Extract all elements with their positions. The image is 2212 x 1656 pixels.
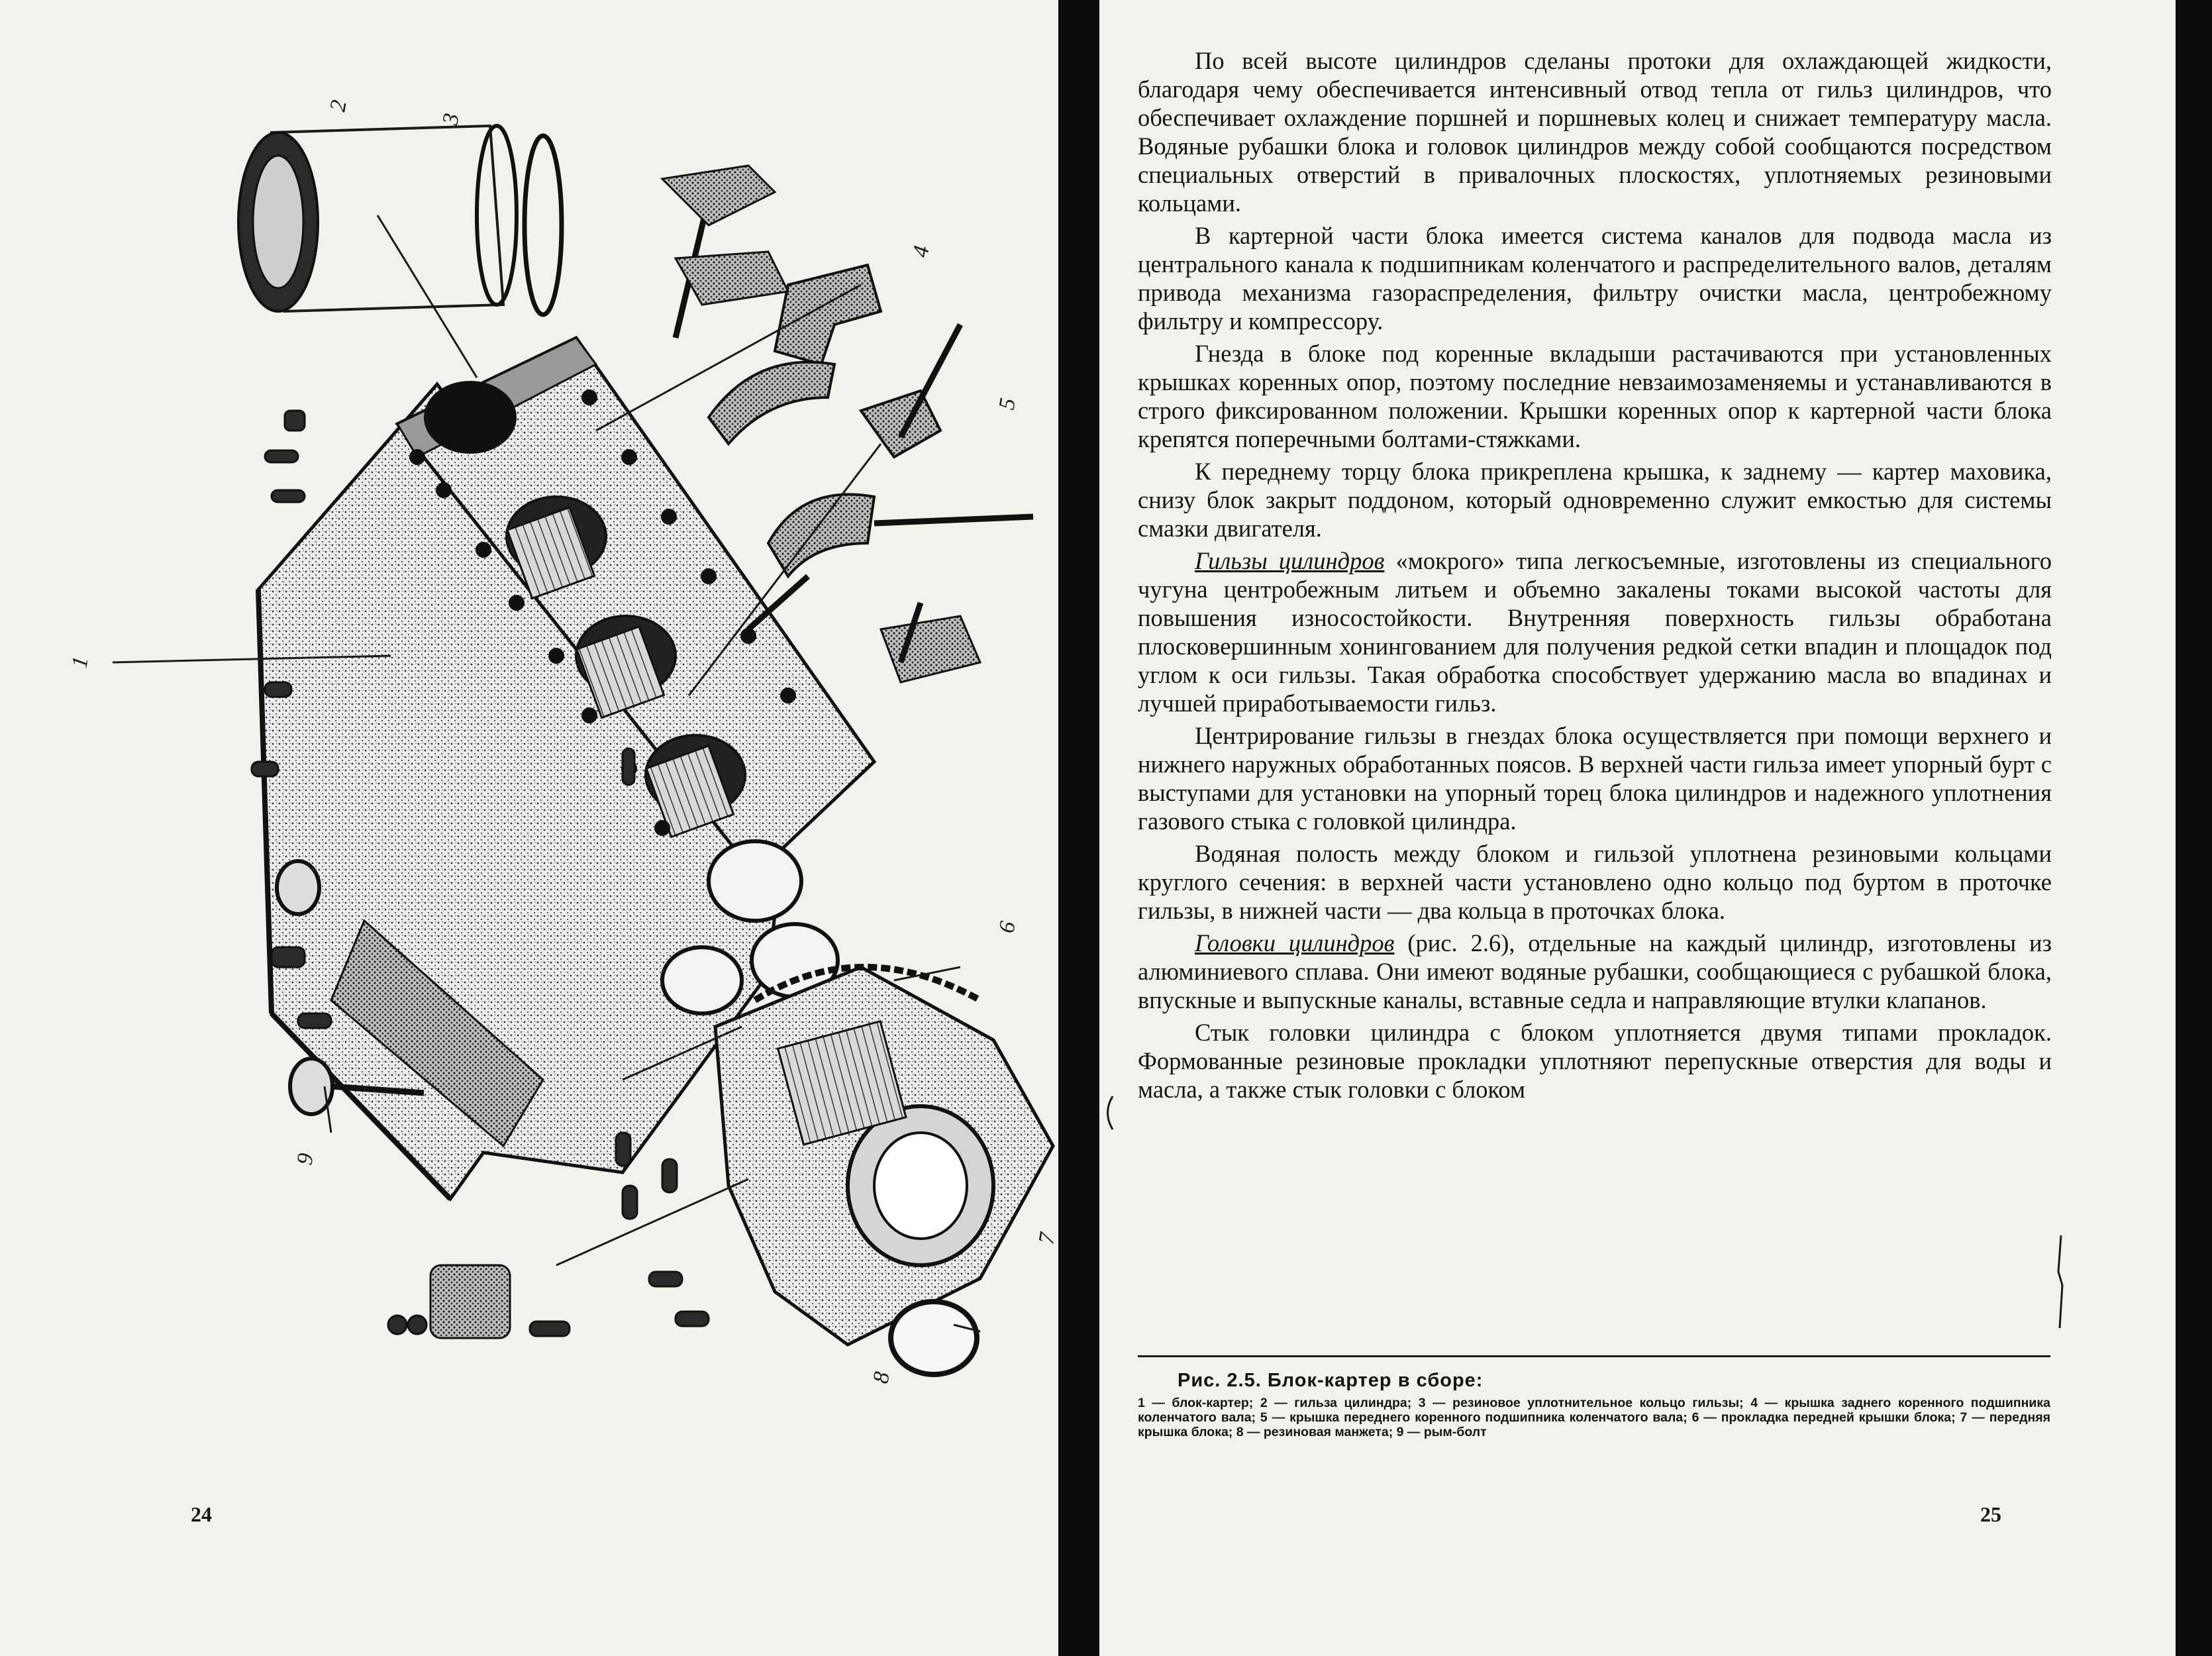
callout-6: 6 xyxy=(994,919,1021,935)
margin-pen-mark xyxy=(2053,1232,2073,1331)
left-page xyxy=(0,0,1058,1656)
page-number-left: 24 xyxy=(191,1502,212,1526)
paragraph: Водяная полость между блоком и гильзой уплотнена резиновыми кольцами круглого сечения: в верхней части установлено одно кольцо под буртом в проточке гильзы, в нижней части — два кольца в проточках блока. xyxy=(1138,840,2052,924)
term-cylinder-heads: Головки цилиндров xyxy=(1195,929,1395,957)
term-cylinder-liners: Гильзы цилиндров xyxy=(1195,547,1385,574)
cylinder-liner-part xyxy=(238,126,562,315)
callout-9: 9 xyxy=(292,1151,319,1167)
caption-title: Рис. 2.5. Блок-картер в сборе: xyxy=(1178,1370,1483,1391)
callout-7: 7 xyxy=(1034,1231,1060,1247)
right-page xyxy=(1099,0,2176,1656)
callout-1: 1 xyxy=(67,654,93,670)
paragraph: В картерной части блока имеется система каналов для подвода масла из центрального канала к подшипникам коленчатого и распределительного валов, деталям привода механизма газораспределения, фильтру очистки масла, центробежному фильтру и компрессору. xyxy=(1138,222,2052,335)
paragraph: Головки цилиндров (рис. 2.6), отдельные на каждый цилиндр, изготовлены из алюминиевого сплава. Они имеют водяные рубашки, сообщающиеся с рубашкой блока, впускные и выпускные каналы, вставные седла и направляющие втулки клапанов. xyxy=(1138,929,2052,1013)
callout-5: 5 xyxy=(994,396,1021,412)
margin-pen-mark xyxy=(1099,1093,1119,1133)
caption-legend: 1 — блок-картер; 2 — гильза цилиндра; 3 — резиновое уплотнительное кольцо гильзы; 4 — крышка заднего коренного подшипника коленчатого вала; 5 — крышка переднего коренного подшипника коленчатого вала; 6 — прокладка передней крышки блока; 7 — передняя крышка блока; 8 — резиновая манжета; 9 — рым-болт xyxy=(1138,1396,2050,1439)
callout-4: 4 xyxy=(908,244,934,260)
paragraph: По всей высоте цилиндров сделаны протоки для охлаждающей жидкости, благодаря чему обеспечивается интенсивный отвод тепла от гильз цилиндров, что обеспечивает охлаждение поршней и поршневых колец и снижает температуру масла. Водяные рубашки блока и головок цилиндров между собой сообщаются посредством специальных отверстий в привалочных плоскостях, уплотняемых резиновыми кольцами. xyxy=(1138,47,2052,217)
caption-divider xyxy=(1138,1355,2050,1357)
callout-8: 8 xyxy=(868,1370,895,1386)
figure-caption xyxy=(1138,1370,2050,1439)
callout-2: 2 xyxy=(325,98,352,114)
body-text xyxy=(1138,46,2052,1108)
paragraph: Центрирование гильзы в гнездах блока осуществляется при помощи верхнего и нижнего наружных обработанных поясов. В верхней части гильза имеет упорный бурт с выступами для установки на упорный торец блока цилиндров и надежного уплотнения газового стыка с головкой цилиндра. xyxy=(1138,722,2052,835)
paragraph: Гильзы цилиндров «мокрого» типа легкосъемные, изготовлены из специального чугуна центробежным литьем и объемно закалены токами высокой частоты для повышения износостойкости. Внутренняя поверхность гильзы обработана плосковершинным хонингованием для получения редкой сетки впадин и площадок под углом к оси гильзы. Такая обработка способствует удержанию масла во впадинах и лучшей приработываемости гильз. xyxy=(1138,547,2052,717)
paragraph: Гнезда в блоке под коренные вкладыши растачиваются при установленных крышках коренных опор, поэтому последние невзаимозаменяемы и устанавливаются в строго фиксированном положении. Крышки коренных опор к картерной части блока крепятся поперечными болтами-стяжками. xyxy=(1138,340,2052,452)
paragraph: Стык головки цилиндра с блоком уплотняется двумя типами прокладок. Формованные резиновые прокладки уплотняют перепускные отверстия для воды и масла, а также стык головки с блоком xyxy=(1138,1019,2052,1103)
page-number-right: 25 xyxy=(1980,1502,2001,1526)
callout-3: 3 xyxy=(438,111,464,127)
paragraph: К переднему торцу блока прикреплена крышка, к заднему — картер маховика, снизу блок закрыт поддоном, который одновременно служит емкостью для системы смазки двигателя. xyxy=(1138,458,2052,542)
engine-block-exploded-illustration xyxy=(67,86,1073,1404)
front-cover-part xyxy=(715,967,1053,1374)
